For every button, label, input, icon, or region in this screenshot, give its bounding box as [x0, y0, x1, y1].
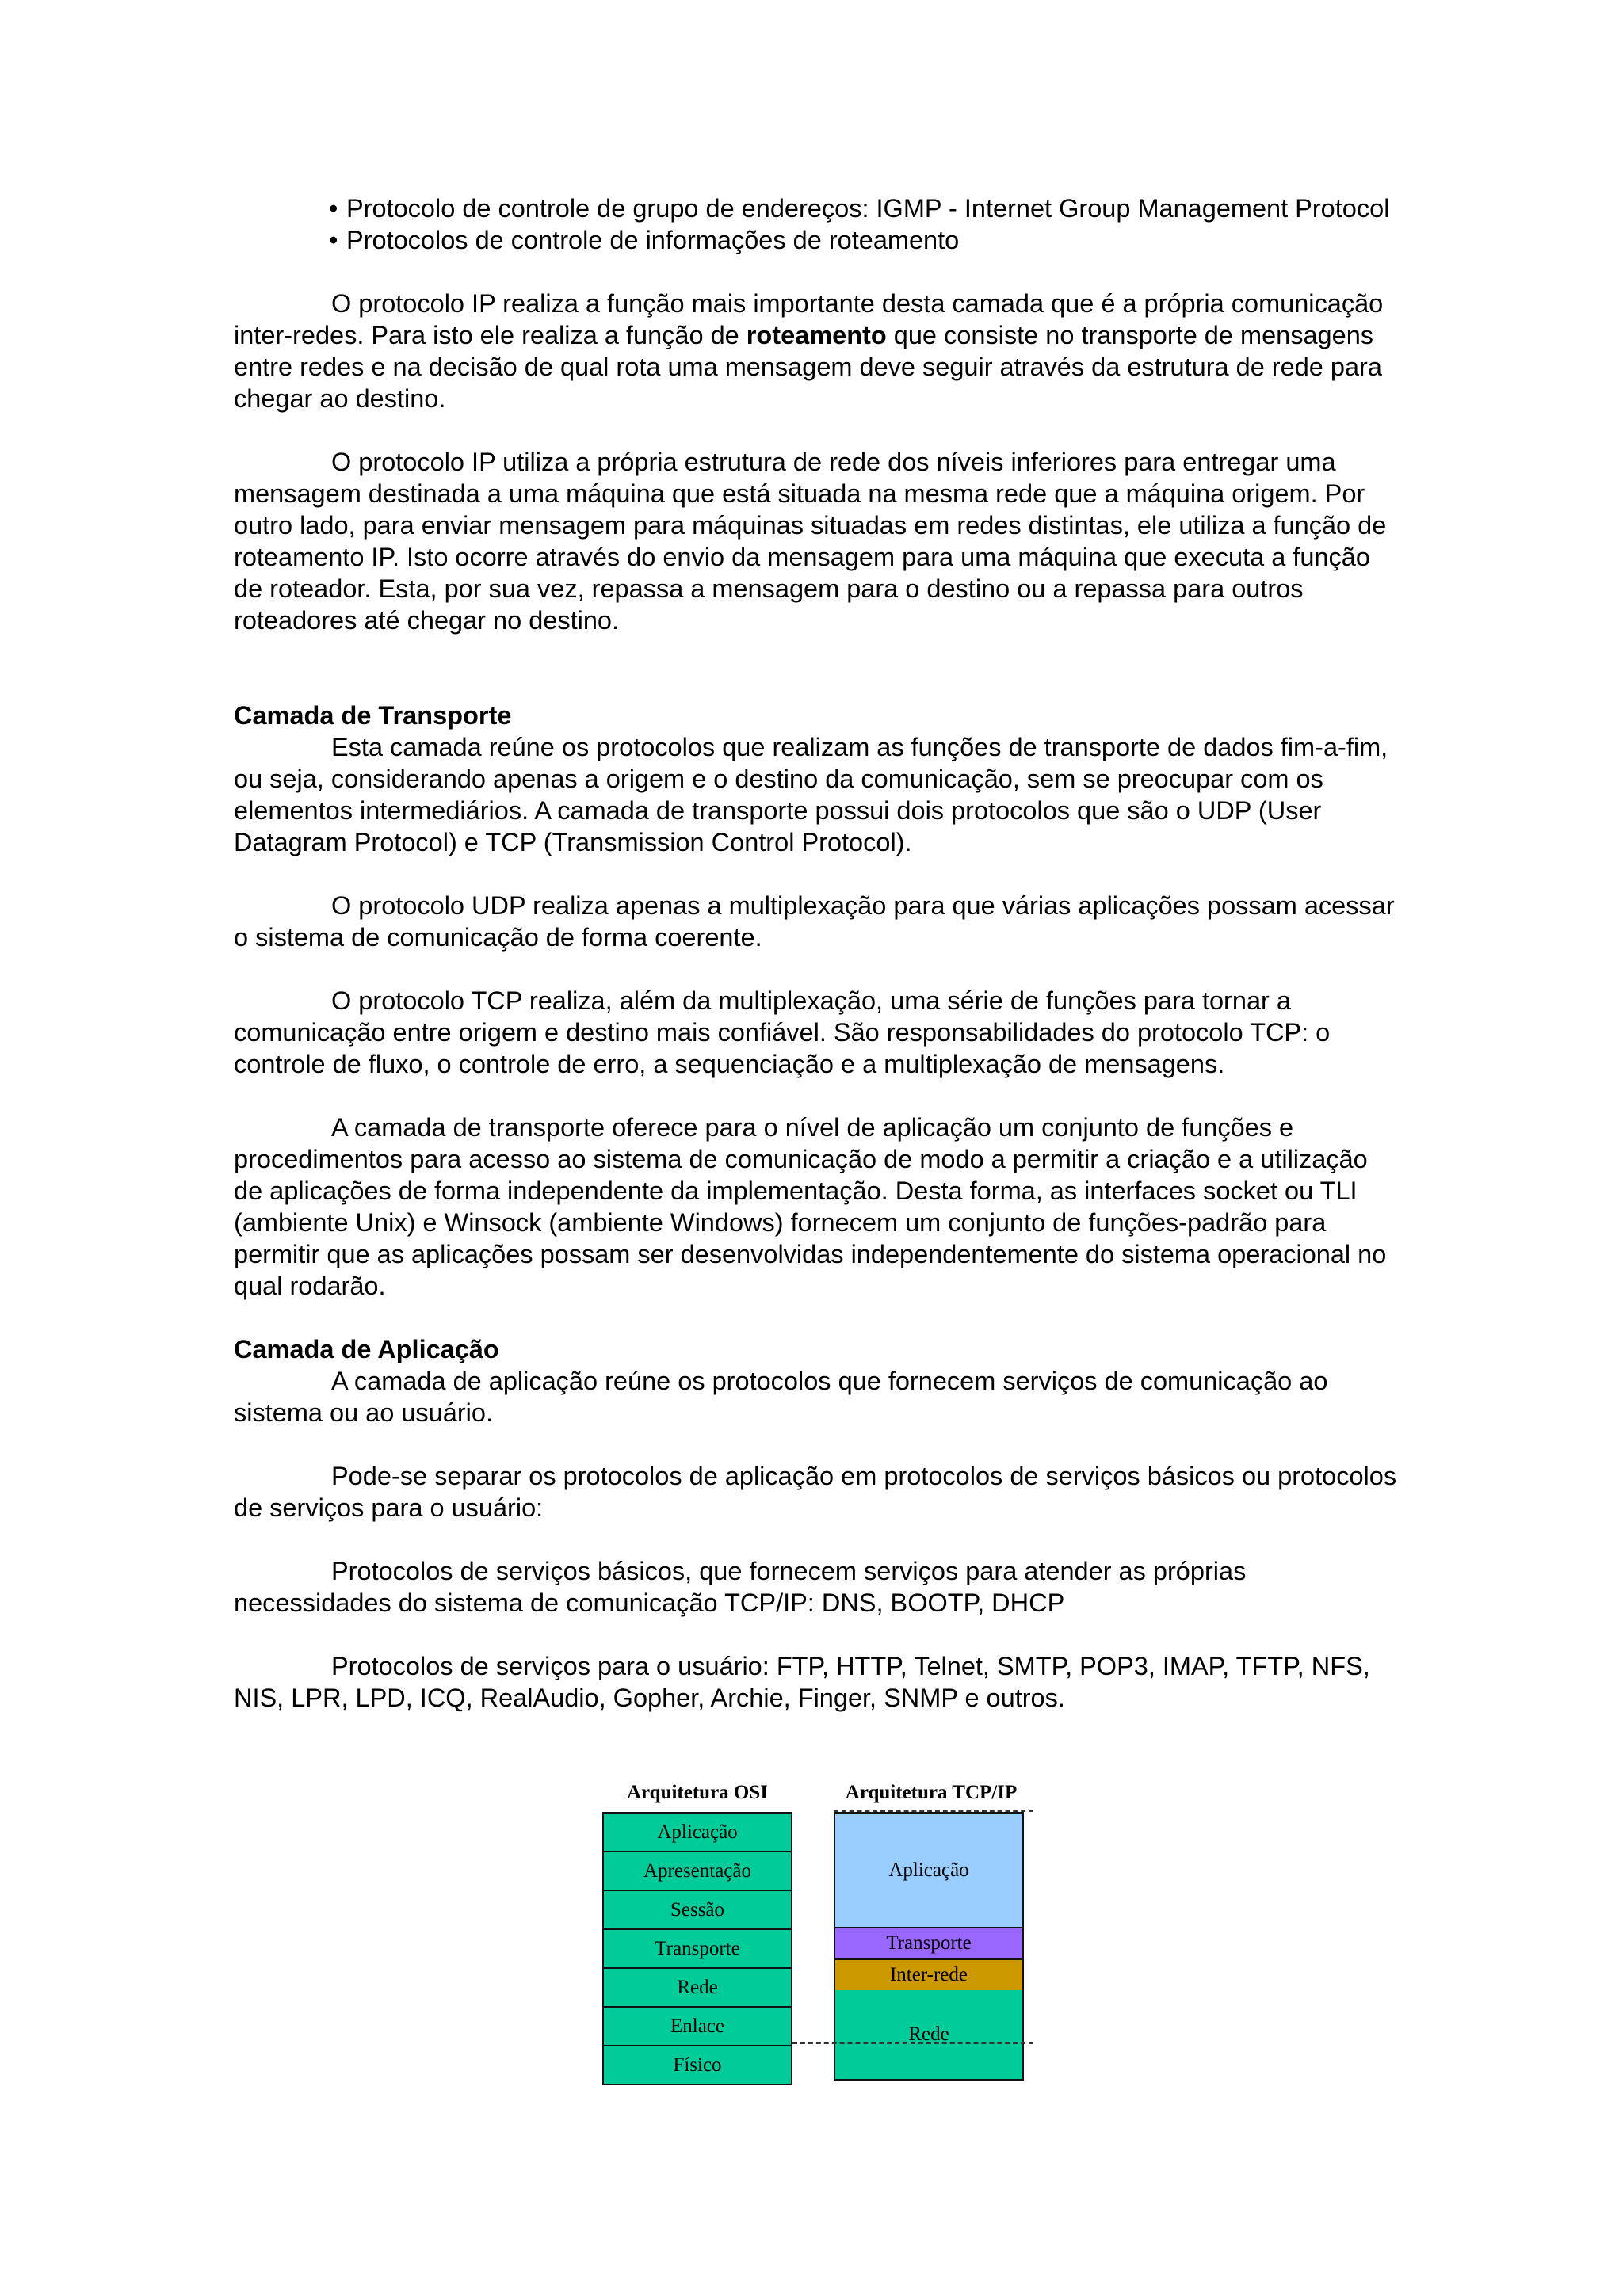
paragraph-transporte-intro: Esta camada reúne os protocolos que realizam as funções de transporte de dados fim-a-fim, ou seja, considerando apenas a origem e o destino da comunicação, sem se preocupar com os elementos intermediários. A camada de transporte possui dois protocolos que são o UDP (User Datagram Protocol) e TCP (Transmission Control Protocol).: [234, 733, 1388, 856]
paragraph-servicos-usuario: Protocolos de serviços para o usuário: FTP, HTTP, Telnet, SMTP, POP3, IMAP, TFTP, NFS, NIS, LPR, LPD, ICQ, RealAudio, Gopher, Archie, Finger, SNMP e outros.: [234, 1652, 1370, 1712]
osi-layer: Físico: [602, 2045, 792, 2085]
osi-layer: Transporte: [602, 1928, 792, 1967]
osi-layer: Rede: [602, 1967, 792, 2006]
osi-layer: Sessão: [602, 1890, 792, 1928]
divider-dashed-top: [834, 1810, 1033, 1812]
paragraph-ip-function: [234, 288, 1403, 414]
bold-term: roteamento: [746, 321, 887, 349]
paragraph-udp: O protocolo UDP realiza apenas a multiplexação para que várias aplicações possam acessar o sistema de comunicação de forma coerente.: [234, 891, 1395, 952]
tcpip-title: Arquitetura TCP/IP: [845, 1782, 1018, 1803]
divider-dashed-rede: [792, 2042, 1033, 2044]
text-run: que consiste no transporte de mensagens entre redes e na decisão de qual rota uma mensagem deve seguir através da estrutura de rede para chegar ao destino.: [234, 321, 1382, 413]
osi-layer: Aplicação: [602, 1812, 792, 1851]
bullet-item: • Protocolos de controle de informações de roteamento: [329, 224, 1403, 256]
tcpip-layer-rede: Rede: [834, 1990, 1024, 2081]
osi-title: Arquitetura OSI: [626, 1782, 769, 1803]
tcpip-column: [834, 1812, 1024, 2081]
bullet-item: • Protocolo de controle de grupo de endereços: IGMP - Internet Group Management Protocol: [329, 193, 1403, 224]
tcpip-layer-transporte: Transporte: [834, 1927, 1024, 1958]
bullet-list: [234, 193, 1403, 256]
paragraph-aplicacao-separar: Pode-se separar os protocolos de aplicação em protocolos de serviços básicos ou protocolos de serviços para o usuário:: [234, 1462, 1397, 1522]
paragraph-aplicacao-intro: A camada de aplicação reúne os protocolos que fornecem serviços de comunicação ao sistema ou ao usuário.: [234, 1367, 1328, 1427]
tcpip-layer-inter-rede: Inter-rede: [834, 1958, 1024, 1990]
paragraph-ip-routing: O protocolo IP utiliza a própria estrutura de rede dos níveis inferiores para entregar uma mensagem destinada a uma máquina que está situada na mesma rede que a máquina origem. Por outro lado, para enviar mensagem para máquinas situadas em redes distintas, ele utiliza a função de roteamento IP. Isto ocorre através do envio da mensagem para uma máquina que executa a função de roteador. Esta, por sua vez, repassa a mensagem para o destino ou a repassa para outros roteadores até chegar no destino.: [234, 448, 1387, 635]
osi-column: [602, 1812, 792, 2085]
paragraph-tcp: O protocolo TCP realiza, além da multiplexação, uma série de funções para tornar a comunicação entre origem e destino mais confiável. São responsabilidades do protocolo TCP: o controle de fluxo, o controle de erro, a sequenciação e a multiplexação de mensagens.: [234, 986, 1331, 1078]
paragraph-servicos-basicos: Protocolos de serviços básicos, que fornecem serviços para atender as próprias necessidades do sistema de comunicação TCP/IP: DNS, BOOTP, DHCP: [234, 1557, 1247, 1617]
text-run: O protocolo IP realiza a função mais importante desta camada que é a própria comunicação inter-redes. Para isto ele realiza a função de: [234, 289, 1384, 349]
section-heading-transporte: Camada de Transporte: [234, 701, 512, 730]
tcpip-layer-aplicacao: Aplicação: [834, 1812, 1024, 1927]
section-heading-aplicacao: Camada de Aplicação: [234, 1335, 499, 1363]
document-body: [234, 193, 1403, 1745]
paragraph-transporte-interfaces: A camada de transporte oferece para o nível de aplicação um conjunto de funções e procedimentos para acesso ao sistema de comunicação de modo a permitir a criação e a utilização de aplicações de forma independente da implementação. Desta forma, as interfaces socket ou TLI (ambiente Unix) e Winsock (ambiente Windows) fornecem um conjunto de funções-padrão para permitir que as aplicações possam ser desenvolvidas independentemente do sistema operacional no qual rodarão.: [234, 1113, 1387, 1300]
osi-tcpip-diagram: [602, 1779, 1046, 2096]
spacer: [234, 668, 1403, 700]
osi-layer: Apresentação: [602, 1851, 792, 1890]
osi-layer: Enlace: [602, 2006, 792, 2045]
